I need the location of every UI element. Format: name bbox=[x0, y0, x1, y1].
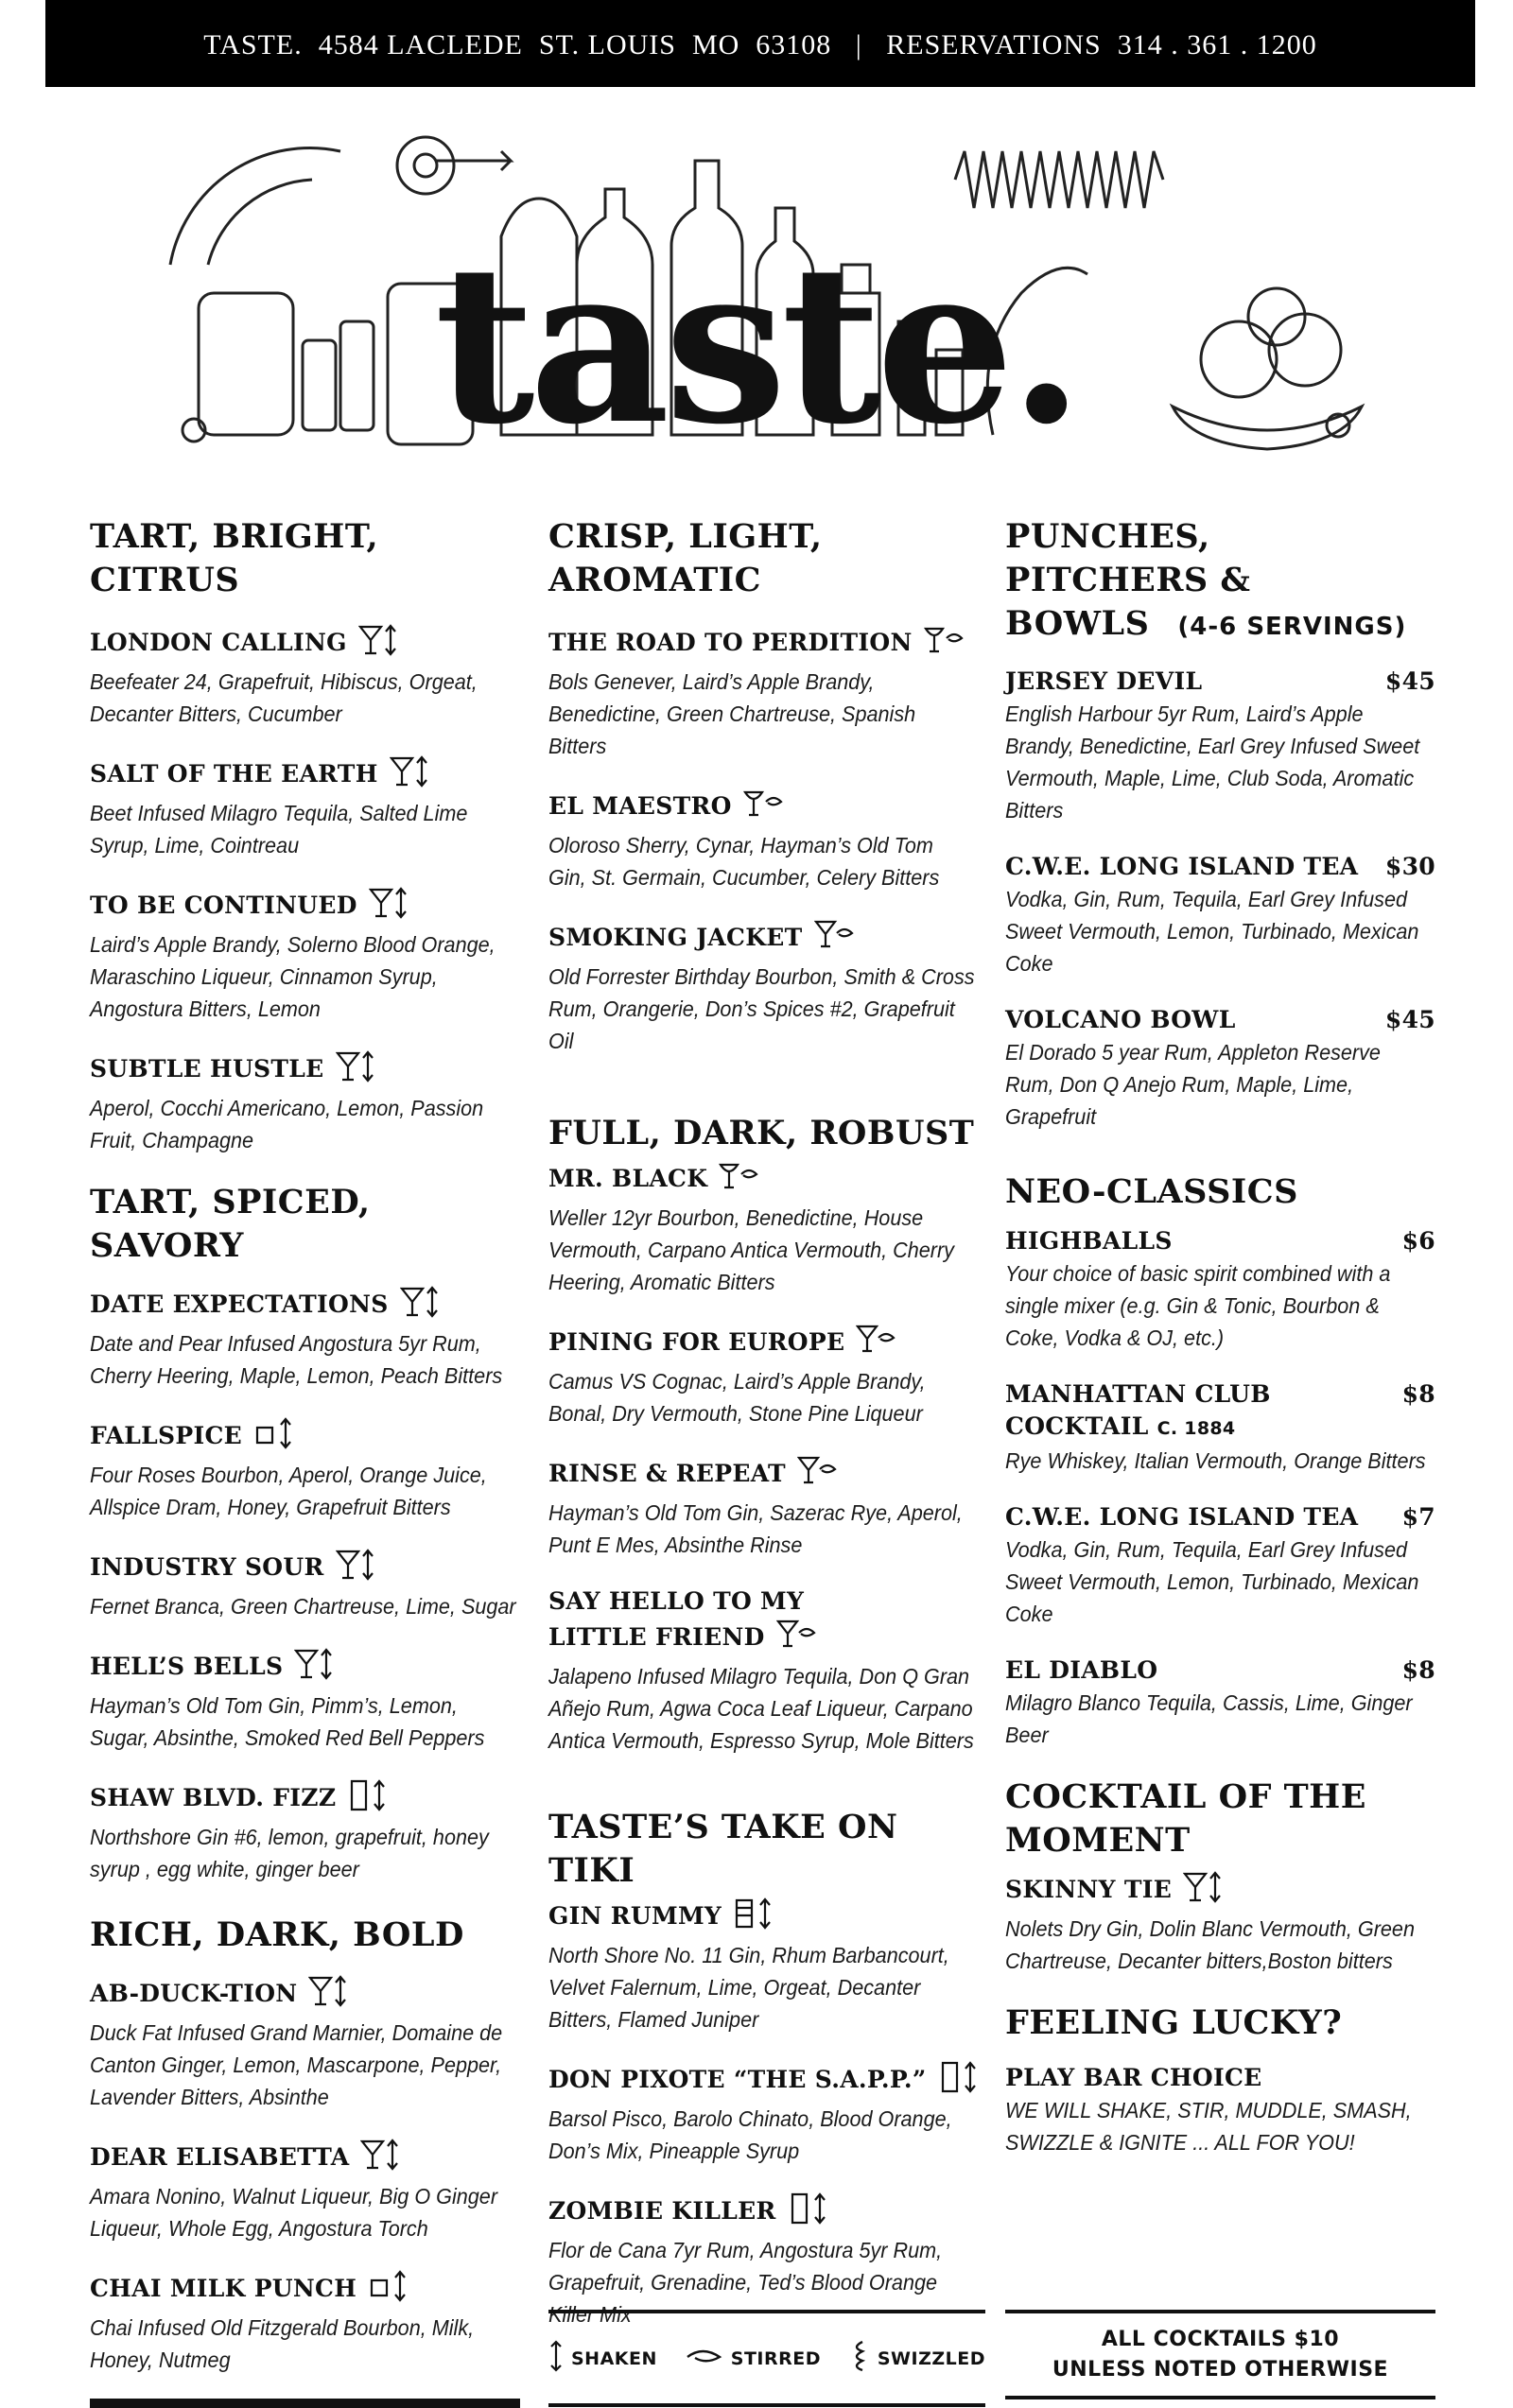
item-description: Weller 12yr Bourbon, Benedictine, House Vermouth, Carpano Antica Vermouth, Cherry Heering, Aromatic Bitters bbox=[548, 1205, 954, 1294]
menu-section bbox=[1005, 1776, 1435, 1977]
menu-item bbox=[1005, 1870, 1435, 1977]
martini-stirred-icon bbox=[797, 1454, 837, 1497]
martini-shaken-icon bbox=[369, 886, 409, 928]
menu-section bbox=[548, 1112, 979, 1757]
item-name: LONDON CALLING bbox=[90, 629, 347, 656]
item-description: Duck Fat Infused Grand Marnier, Domaine de Canton Ginger, Lemon, Mascarpone, Pepper, Lavender Bitters, Absinthe bbox=[90, 2020, 503, 2109]
item-name: PLAY BAR CHOICE bbox=[1005, 2064, 1262, 2091]
item-description: Beet Infused Milagro Tequila, Salted Lime Syrup, Lime, Cointreau bbox=[90, 801, 468, 858]
highball-shaken-icon bbox=[788, 2191, 827, 2234]
menu-item bbox=[90, 1548, 520, 1622]
menu-section bbox=[1005, 515, 1435, 1133]
menu-section bbox=[1005, 2001, 1435, 2158]
menu-item bbox=[548, 1323, 979, 1429]
item-description: Four Roses Bourbon, Aperol, Orange Juice, Allspice Dram, Honey, Grapefruit Bitters bbox=[90, 1463, 487, 1519]
section-title: CRISP, LIGHT, AROMATIC bbox=[548, 517, 823, 599]
menu-item bbox=[548, 1159, 979, 1298]
item-description: Your choice of basic spirit combined with a single mixer (e.g. Gin & Tonic, Bourbon & Coke, Vodka & OJ, etc.) bbox=[1005, 1261, 1391, 1350]
martini-shaken-icon bbox=[390, 754, 429, 797]
section-title: FULL, DARK, ROBUST bbox=[548, 1114, 975, 1152]
item-name: FALLSPICE bbox=[90, 1422, 243, 1449]
item-description: Vodka, Gin, Rum, Tequila, Earl Grey Infused Sweet Vermouth, Lemon, Turbinado, Mexican Coke bbox=[1005, 1537, 1419, 1626]
menu-item bbox=[1005, 1004, 1435, 1133]
logo-text: taste. bbox=[434, 217, 1079, 473]
menu-item bbox=[548, 623, 979, 762]
martini-stirred-icon bbox=[814, 918, 854, 961]
menu-section bbox=[548, 515, 979, 1057]
item-name: SKINNY TIE bbox=[1005, 1876, 1173, 1903]
menu-item bbox=[90, 1778, 520, 1885]
menu-item bbox=[1005, 2062, 1435, 2158]
item-name: GIN RUMMY bbox=[548, 1902, 722, 1930]
item-name: THE ROAD TO PERDITION bbox=[548, 629, 913, 656]
logo-illustration bbox=[151, 123, 1390, 473]
menu-item bbox=[548, 1897, 979, 2036]
martini-shaken-icon bbox=[358, 623, 398, 666]
item-name: EL DIABLO bbox=[1005, 1656, 1158, 1684]
legend-swizzled: SWIZZLED bbox=[877, 2347, 985, 2369]
item-description: Bols Genever, Laird’s Apple Brandy, Benedictine, Green Chartreuse, Spanish Bitters bbox=[548, 669, 916, 758]
martini-shaken-icon bbox=[1183, 1870, 1223, 1913]
menu-item bbox=[1005, 666, 1435, 826]
menu-item bbox=[90, 754, 520, 861]
item-name: CHAI MILK PUNCH bbox=[90, 2275, 357, 2302]
menu-item bbox=[1005, 851, 1435, 979]
menu-item bbox=[1005, 1378, 1435, 1477]
item-description: Aperol, Cocchi Americano, Lemon, Passion Fruit, Champagne bbox=[90, 1096, 484, 1152]
item-price: $8 bbox=[1401, 1380, 1435, 1408]
legend-shaken: SHAKEN bbox=[571, 2347, 657, 2369]
item-name: DEAR ELISABETTA bbox=[90, 2143, 350, 2171]
item-description: Beefeater 24, Grapefruit, Hibiscus, Orgeat, Decanter Bitters, Cucumber bbox=[90, 669, 478, 726]
item-description: Hayman’s Old Tom Gin, Sazerac Rye, Aperol, Punt E Mes, Absinthe Rinse bbox=[548, 1500, 963, 1557]
menu-item bbox=[90, 1049, 520, 1156]
menu-section bbox=[548, 1806, 979, 2330]
menu-item bbox=[90, 2138, 520, 2244]
item-name: JERSEY DEVIL bbox=[1005, 667, 1203, 695]
item-price: $8 bbox=[1401, 1656, 1435, 1684]
item-name: SALT OF THE EARTH bbox=[90, 760, 378, 788]
section-title bbox=[1005, 515, 1421, 649]
menu-item bbox=[90, 886, 520, 1025]
item-name: DON PIXOTE “THE S.A.P.P.” bbox=[548, 2066, 927, 2093]
item-description: Camus VS Cognac, Laird’s Apple Brandy, Bonal, Dry Vermouth, Stone Pine Liqueur bbox=[548, 1369, 926, 1426]
item-name: VOLCANO BOWL bbox=[1005, 1006, 1236, 1033]
item-name: C.W.E. LONG ISLAND TEA bbox=[1005, 1503, 1359, 1531]
menu-item bbox=[90, 2269, 520, 2376]
coupe-stirred-icon bbox=[719, 1159, 758, 1202]
martini-shaken-icon bbox=[400, 1285, 440, 1327]
item-price: $7 bbox=[1401, 1503, 1435, 1531]
menu-item bbox=[548, 1585, 979, 1757]
item-description: Milagro Blanco Tequila, Cassis, Lime, Ginger Beer bbox=[1005, 1690, 1413, 1747]
martini-shaken-icon bbox=[360, 2138, 400, 2180]
item-description: Barsol Pisco, Barolo Chinato, Blood Orange, Don’s Mix, Pineapple Syrup bbox=[548, 2106, 952, 2163]
item-name: C.W.E. LONG ISLAND TEA bbox=[1005, 853, 1359, 880]
menu-item bbox=[90, 1416, 520, 1523]
menu-section bbox=[1005, 1170, 1435, 1751]
item-description: North Shore No. 11 Gin, Rhum Barbancourt, Velvet Falernum, Lime, Orgeat, Decanter Bitters, Flamed Juniper bbox=[548, 1943, 949, 2032]
section-title: TART, BRIGHT, CITRUS bbox=[90, 517, 379, 599]
item-price: $45 bbox=[1384, 667, 1435, 695]
rocks-shaken-icon bbox=[253, 1416, 293, 1459]
item-description: Laird’s Apple Brandy, Solerno Blood Orange, Maraschino Liqueur, Cinnamon Syrup, Angostura Bitters, Lemon bbox=[90, 932, 496, 1021]
menu-item bbox=[548, 2060, 979, 2167]
menu-item bbox=[1005, 1225, 1435, 1354]
menu-item bbox=[90, 1974, 520, 2113]
item-description: English Harbour 5yr Rum, Laird’s Apple Brandy, Benedictine, Earl Grey Infused Sweet Vermouth, Maple, Lime, Club Soda, Aromatic Bitters bbox=[1005, 702, 1420, 823]
item-name: ZOMBIE KILLER bbox=[548, 2197, 776, 2225]
section-title-text: PUNCHES, PITCHERS & BOWLS bbox=[1005, 517, 1251, 643]
menu-item bbox=[90, 623, 520, 730]
pricing-note-line-1: ALL COCKTAILS $10 bbox=[1101, 2328, 1340, 2351]
item-name: SMOKING JACKET bbox=[548, 924, 803, 951]
menu-column-1 bbox=[90, 515, 520, 2400]
menu-item bbox=[1005, 1501, 1435, 1630]
item-name: MANHATTAN CLUB COCKTAIL bbox=[1005, 1380, 1271, 1440]
highball-shaken-icon bbox=[347, 1778, 387, 1821]
menu-section bbox=[90, 1181, 520, 1885]
item-description: Northshore Gin #6, lemon, grapefruit, honey syrup , egg white, ginger beer bbox=[90, 1825, 489, 1881]
section-title: TASTE’S TAKE ON TIKI bbox=[548, 1808, 898, 1890]
item-price: $30 bbox=[1384, 853, 1435, 880]
item-description: El Dorado 5 year Rum, Appleton Reserve Rum, Don Q Anejo Rum, Maple, Lime, Grapefruit bbox=[1005, 1040, 1381, 1129]
section-title: FEELING LUCKY? bbox=[1005, 2003, 1343, 2042]
martini-shaken-icon bbox=[294, 1647, 334, 1689]
shaken-icon bbox=[548, 2340, 564, 2377]
menu-column-2 bbox=[548, 515, 979, 2355]
item-description: Oloroso Sherry, Cynar, Hayman’s Old Tom Gin, St. Germain, Cucumber, Celery Bitters bbox=[548, 833, 940, 890]
martini-shaken-icon bbox=[308, 1974, 348, 2017]
item-description: Old Forrester Birthday Bourbon, Smith & Cross Rum, Orangerie, Don’s Spices #2, Grapefruit Oil bbox=[548, 964, 975, 1053]
item-description: Nolets Dry Gin, Dolin Blanc Vermouth, Green Chartreuse, Decanter bitters,Boston bitters bbox=[1005, 1916, 1415, 1973]
item-name: PINING FOR EUROPE bbox=[548, 1328, 845, 1356]
menu-column-3 bbox=[1005, 515, 1435, 2183]
glass-legend bbox=[548, 2310, 985, 2407]
item-name: MR. BLACK bbox=[548, 1165, 708, 1192]
section-title: COCKTAIL OF THE MOMENT bbox=[1005, 1777, 1366, 1860]
item-name: EL MAESTRO bbox=[548, 792, 732, 820]
stirred-icon bbox=[686, 2347, 723, 2370]
item-name: HIGHBALLS bbox=[1005, 1227, 1173, 1255]
menu-section bbox=[90, 1914, 520, 2376]
tiki-shaken-icon bbox=[733, 1897, 773, 1939]
martini-stirred-icon bbox=[776, 1618, 816, 1660]
item-description: WE WILL SHAKE, STIR, MUDDLE, SMASH, SWIZZLE & IGNITE ... ALL FOR YOU! bbox=[1005, 2098, 1412, 2155]
martini-shaken-icon bbox=[336, 1049, 375, 1092]
item-name: SHAW BLVD. FIZZ bbox=[90, 1784, 337, 1811]
footer-divider bbox=[90, 2399, 520, 2408]
item-name: SUBTLE HUSTLE bbox=[90, 1055, 324, 1083]
item-name: HELL’S BELLS bbox=[90, 1653, 284, 1680]
item-name: INDUSTRY SOUR bbox=[90, 1553, 324, 1581]
item-suffix: C. 1884 bbox=[1156, 1418, 1236, 1439]
item-description: Hayman’s Old Tom Gin, Pimm’s, Lemon, Sugar, Absinthe, Smoked Red Bell Peppers bbox=[90, 1693, 485, 1750]
item-name: RINSE & REPEAT bbox=[548, 1460, 786, 1487]
coupe-stirred-icon bbox=[924, 623, 964, 666]
section-title: RICH, DARK, BOLD bbox=[90, 1915, 464, 1954]
item-price: $45 bbox=[1384, 1006, 1435, 1033]
section-title: NEO-CLASSICS bbox=[1005, 1172, 1298, 1211]
swizzled-icon bbox=[849, 2340, 870, 2377]
legend-stirred: STIRRED bbox=[730, 2347, 821, 2369]
item-name: TO BE CONTINUED bbox=[90, 892, 357, 919]
item-name: DATE EXPECTATIONS bbox=[90, 1291, 389, 1318]
item-description: Flor de Cana 7yr Rum, Angostura 5yr Rum, Grapefruit, Grenadine, Ted’s Blood Orange Killer Mix bbox=[548, 2238, 943, 2327]
pricing-note bbox=[1005, 2310, 1435, 2399]
address-bar: TASTE. 4584 LACLEDE ST. LOUIS MO 63108 | RESERVATIONS 314 . 361 . 1200 bbox=[45, 0, 1475, 87]
section-title: TART, SPICED, SAVORY bbox=[90, 1183, 371, 1265]
martini-shaken-icon bbox=[336, 1548, 375, 1590]
item-description: Vodka, Gin, Rum, Tequila, Earl Grey Infused Sweet Vermouth, Lemon, Turbinado, Mexican Coke bbox=[1005, 887, 1419, 976]
menu-item bbox=[90, 1285, 520, 1392]
item-name: AB-DUCK-TION bbox=[90, 1980, 298, 2007]
item-description: Jalapeno Infused Milagro Tequila, Don Q Gran Añejo Rum, Agwa Coca Leaf Liqueur, Carpano Antica Vermouth, Espresso Syrup, Mole Bitters bbox=[548, 1664, 974, 1753]
servings-note: (4-6 SERVINGS) bbox=[1177, 613, 1407, 641]
menu-section bbox=[90, 515, 520, 1156]
menu-item bbox=[1005, 1654, 1435, 1751]
menu-item bbox=[90, 1647, 520, 1754]
item-name: SAY HELLO TO MY LITTLE FRIEND bbox=[548, 1587, 805, 1651]
menu-item bbox=[548, 918, 979, 1057]
menu-item bbox=[548, 787, 979, 893]
martini-stirred-icon bbox=[856, 1323, 896, 1365]
item-description: Amara Nonino, Walnut Liqueur, Big O Ginger Liqueur, Whole Egg, Angostura Torch bbox=[90, 2184, 498, 2241]
item-description: Fernet Branca, Green Chartreuse, Lime, Sugar bbox=[90, 1594, 516, 1619]
highball-shaken-icon bbox=[938, 2060, 978, 2103]
rocks-shaken-icon bbox=[368, 2269, 408, 2312]
pricing-note-line-2: UNLESS NOTED OTHERWISE bbox=[1052, 2358, 1389, 2382]
item-description: Date and Pear Infused Angostura 5yr Rum, Cherry Heering, Maple, Lemon, Peach Bitters bbox=[90, 1331, 503, 1388]
item-description: Chai Infused Old Fitzgerald Bourbon, Milk, Honey, Nutmeg bbox=[90, 2315, 475, 2372]
item-description: Rye Whiskey, Italian Vermouth, Orange Bitters bbox=[1005, 1448, 1426, 1473]
menu-item bbox=[548, 1454, 979, 1561]
item-price: $6 bbox=[1401, 1227, 1435, 1255]
coupe-stirred-icon bbox=[743, 787, 783, 829]
